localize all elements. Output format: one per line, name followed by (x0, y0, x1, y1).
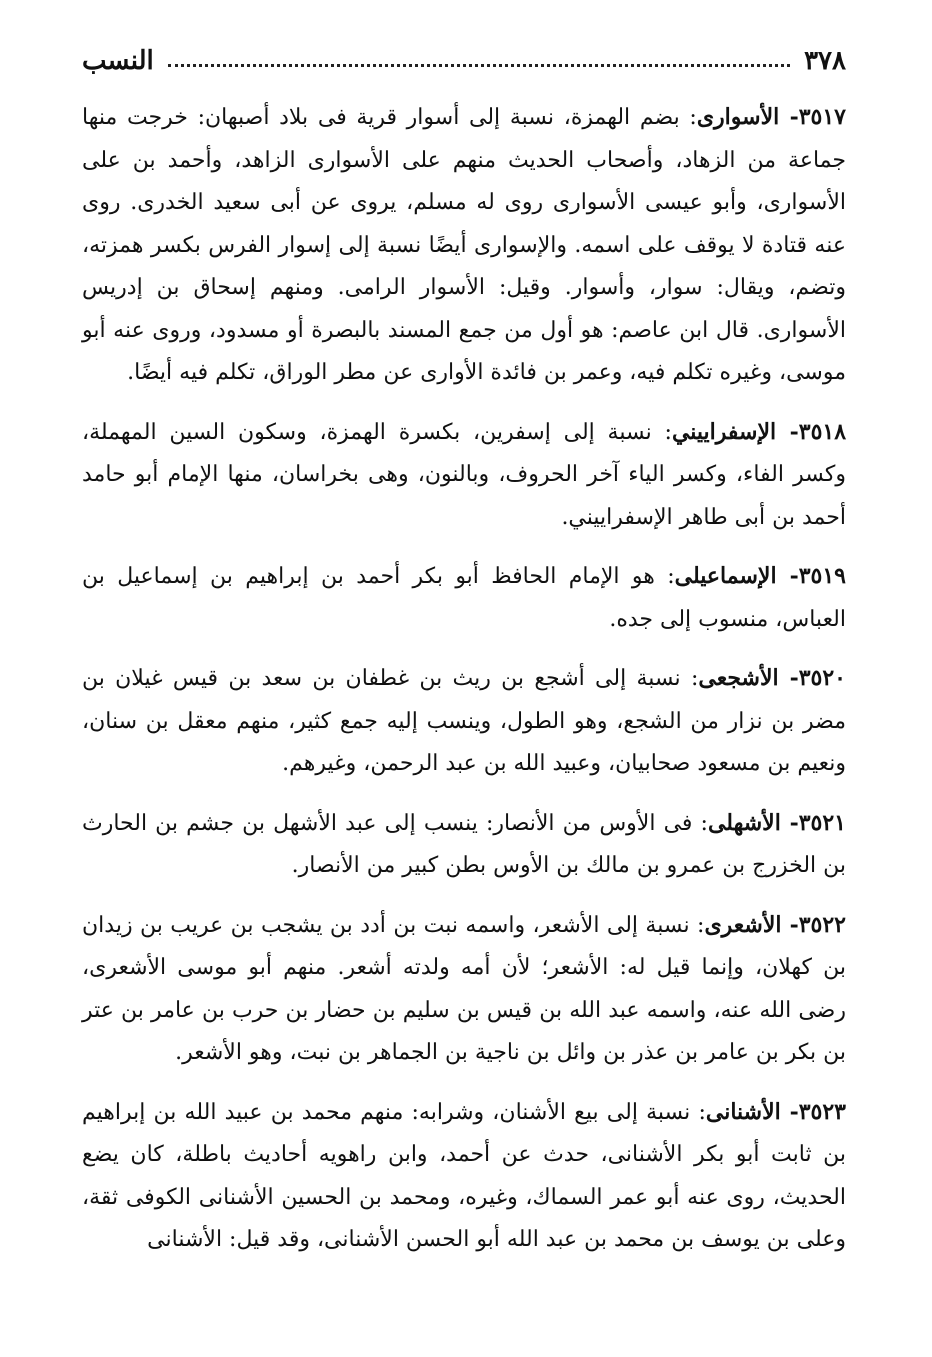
entry-headword: الإسفراييني (671, 418, 777, 445)
entry-number: ٣٥٢٣ (798, 1098, 846, 1125)
entry-3523: ٣٥٢٣- الأشنانى: نسبة إلى بيع الأشنان، وشرابه: منهم محمد بن عبيد الله بن إبراهيم بن ثابت أبو بكر الأشنانى، حدث عن أحمد، وابن راهويه أحاديث باطلة، كان يضع الحديث، روى عنه أبو عمر السماك، وغيره، ومحمد بن الحسين الأشنانى الكوفى ثقة، وعلى بن يوسف بن محمد بن عبد الله أبو الحسن الأشنانى، وقد قيل: الأشنانى (82, 1098, 846, 1252)
entries-list (82, 96, 846, 1262)
entry-3522: ٣٥٢٢- الأشعرى: نسبة إلى الأشعر، واسمه نبت بن أدد بن يشجب بن عريب بن زيدان بن كهلان، وإنما قيل له: الأشعر؛ لأن أمه ولدته أشعر. منهم أبو موسى الأشعرى، رضى الله عنه، واسمه عبد الله بن قيس بن سليم بن حضار بن حرب بن عامر بن عتر بن بكر بن عامر بن عذر بن وائل بن ناجية بن الجماهر بن نبت، وهو الأشعر. (82, 911, 846, 1065)
entry-number: ٣٥١٨ (798, 418, 847, 445)
entry-headword: الأشجعى (698, 665, 779, 691)
entry-text: : نسبة إلى إسفرين، بكسرة الهمزة، وسكون السين المهملة، وكسر الفاء، وكسر الياء آخر الحروف، وبالنون، وهى بخراسان، منها الإمام أبو حامد أحمد بن أبى طاهر الإسفراييني. (82, 419, 846, 530)
entry-number: ٣٥٢٠ (798, 665, 846, 691)
entry-headword: الإسماعيلى (674, 563, 777, 589)
entry-3520: ٣٥٢٠- الأشجعى: نسبة إلى أشجع بن ريث بن غطفان بن سعد بن قيس غيلان بن مضر بن نزار من الشجع، وهو الطول، وينسب إليه جمع كثير، منهم معقل بن سنان، ونعيم بن مسعود صحابيان، وعبيد الله بن عبد الرحمن، وغيرهم. (82, 665, 846, 776)
entry-text: : نسبة إلى بيع الأشنان، وشرابه: منهم محمد بن عبيد الله بن إبراهيم بن ثابت أبو بكر الأشنانى، حدث عن أحمد، وابن راهويه أحاديث باطلة، كان يضع الحديث، روى عنه أبو عمر السماك، وغيره، ومحمد بن الحسين الأشنانى الكوفى ثقة، وعلى بن يوسف بن محمد بن عبد الله أبو الحسن الأشنانى، وقد قيل: الأشنانى (82, 1099, 846, 1252)
entry-number: ٣٥٢١ (798, 809, 846, 836)
entry-3519: ٣٥١٩- الإسماعيلى: هو الإمام الحافظ أبو بكر أحمد بن إبراهيم بن إسماعيل بن العباس، منسوب إلى جده. (82, 563, 846, 632)
entry-text: : نسبة إلى أشجع بن ريث بن غطفان بن سعد بن قيس غيلان بن مضر بن نزار من الشجع، وهو الطول، وينسب إليه جمع كثير، منهم معقل بن سنان، ونعيم بن مسعود صحابيان، وعبيد الله بن عبد الرحمن، وغيرهم. (82, 666, 846, 776)
entry-number: ٣٥١٧ (798, 104, 846, 130)
entry-text: : هو الإمام الحافظ أبو بكر أحمد بن إبراهيم بن إسماعيل بن العباس، منسوب إلى جده. (82, 564, 846, 632)
entry-number: ٣٥١٩ (798, 563, 846, 589)
page-header (82, 36, 846, 86)
entry-text: : نسبة إلى الأشعر، واسمه نبت بن أدد بن يشجب بن عريب بن زيدان بن كهلان، وإنما قيل له: الأشعر؛ لأن أمه ولدته أشعر. منهم أبو موسى الأشعرى، رضى الله عنه، واسمه عبد الله بن قيس بن سليم بن حضار بن حرب بن عامر بن عتر بن بكر بن عامر بن عذر بن وائل بن ناجية بن الجماهر بن نبت، وهو الأشعر. (82, 912, 846, 1065)
running-title: النسب (82, 46, 154, 76)
entry-3517: ٣٥١٧- الأسوارى: بضم الهمزة، نسبة إلى أسوار قرية فى بلاد أصبهان: خرجت منها جماعة من الزهاد، وأصحاب الحديث منهم على الأسوارى الزاهد، وأحمد بن على الأسوارى، وأبو عيسى الأسوارى روى له مسلم، يروى عن أبى سعيد الخدرى. روى عنه قتادة لا يوقف على اسمه. والإسوارى أيضًا نسبة إلى إسوار الفرس بكسر همزته، وتضم، ويقال: سوار، وأسوار. وقيل: الأسوار الرامى. ومنهم إسحاق بن إدريس الأسوارى. قال ابن عاصم: هو أول من جمع المسند بالبصرة أو مسدود، وروى عنه أبو موسى، وغيره تكلم فيه، وعمر بن فائدة الأوارى عن مطر الوراق، تكلم فيه أيضًا. (82, 104, 846, 385)
entry-headword: الأشهلى (707, 809, 781, 836)
page-number: ٣٧٨ (804, 46, 846, 76)
entry-number: ٣٥٢٢ (798, 911, 846, 938)
entry-3521: ٣٥٢١- الأشهلى: فى الأوس من الأنصار: ينسب إلى عبد الأشهل بن جشم بن الحارث بن الخزرج بن عمرو بن مالك بن الأوس بطن كبير من الأنصار. (82, 809, 846, 878)
entry-3518: ٣٥١٨- الإسفراييني: نسبة إلى إسفرين، بكسرة الهمزة، وسكون السين المهملة، وكسر الفاء، وكسر الياء آخر الحروف، وبالنون، وهى بخراسان، منها الإمام أبو حامد أحمد بن أبى طاهر الإسفراييني. (82, 418, 847, 530)
dotted-leader (168, 64, 790, 67)
entry-text: : فى الأوس من الأنصار: ينسب إلى عبد الأشهل بن جشم بن الحارث بن الخزرج بن عمرو بن مالك بن الأوس بطن كبير من الأنصار. (82, 810, 846, 878)
entry-headword: الأشعرى (704, 911, 782, 938)
entry-headword: الأشنانى (705, 1098, 781, 1125)
entry-text: : بضم الهمزة، نسبة إلى أسوار قرية فى بلاد أصبهان: خرجت منها جماعة من الزهاد، وأصحاب الحديث منهم على الأسوارى الزاهد، وأحمد بن على الأسوارى، وأبو عيسى الأسوارى روى له مسلم، يروى عن أبى سعيد الخدرى. روى عنه قتادة لا يوقف على اسمه. والإسوارى أيضًا نسبة إلى إسوار الفرس بكسر همزته، وتضم، ويقال: سوار، وأسوار. وقيل: الأسوار الرامى. ومنهم إسحاق بن إدريس الأسوارى. قال ابن عاصم: هو أول من جمع المسند بالبصرة أو مسدود، وروى عنه أبو موسى، وغيره تكلم فيه، وعمر بن فائدة الأوارى عن مطر الوراق، تكلم فيه أيضًا. (82, 105, 846, 385)
entry-headword: الأسوارى (696, 104, 780, 130)
